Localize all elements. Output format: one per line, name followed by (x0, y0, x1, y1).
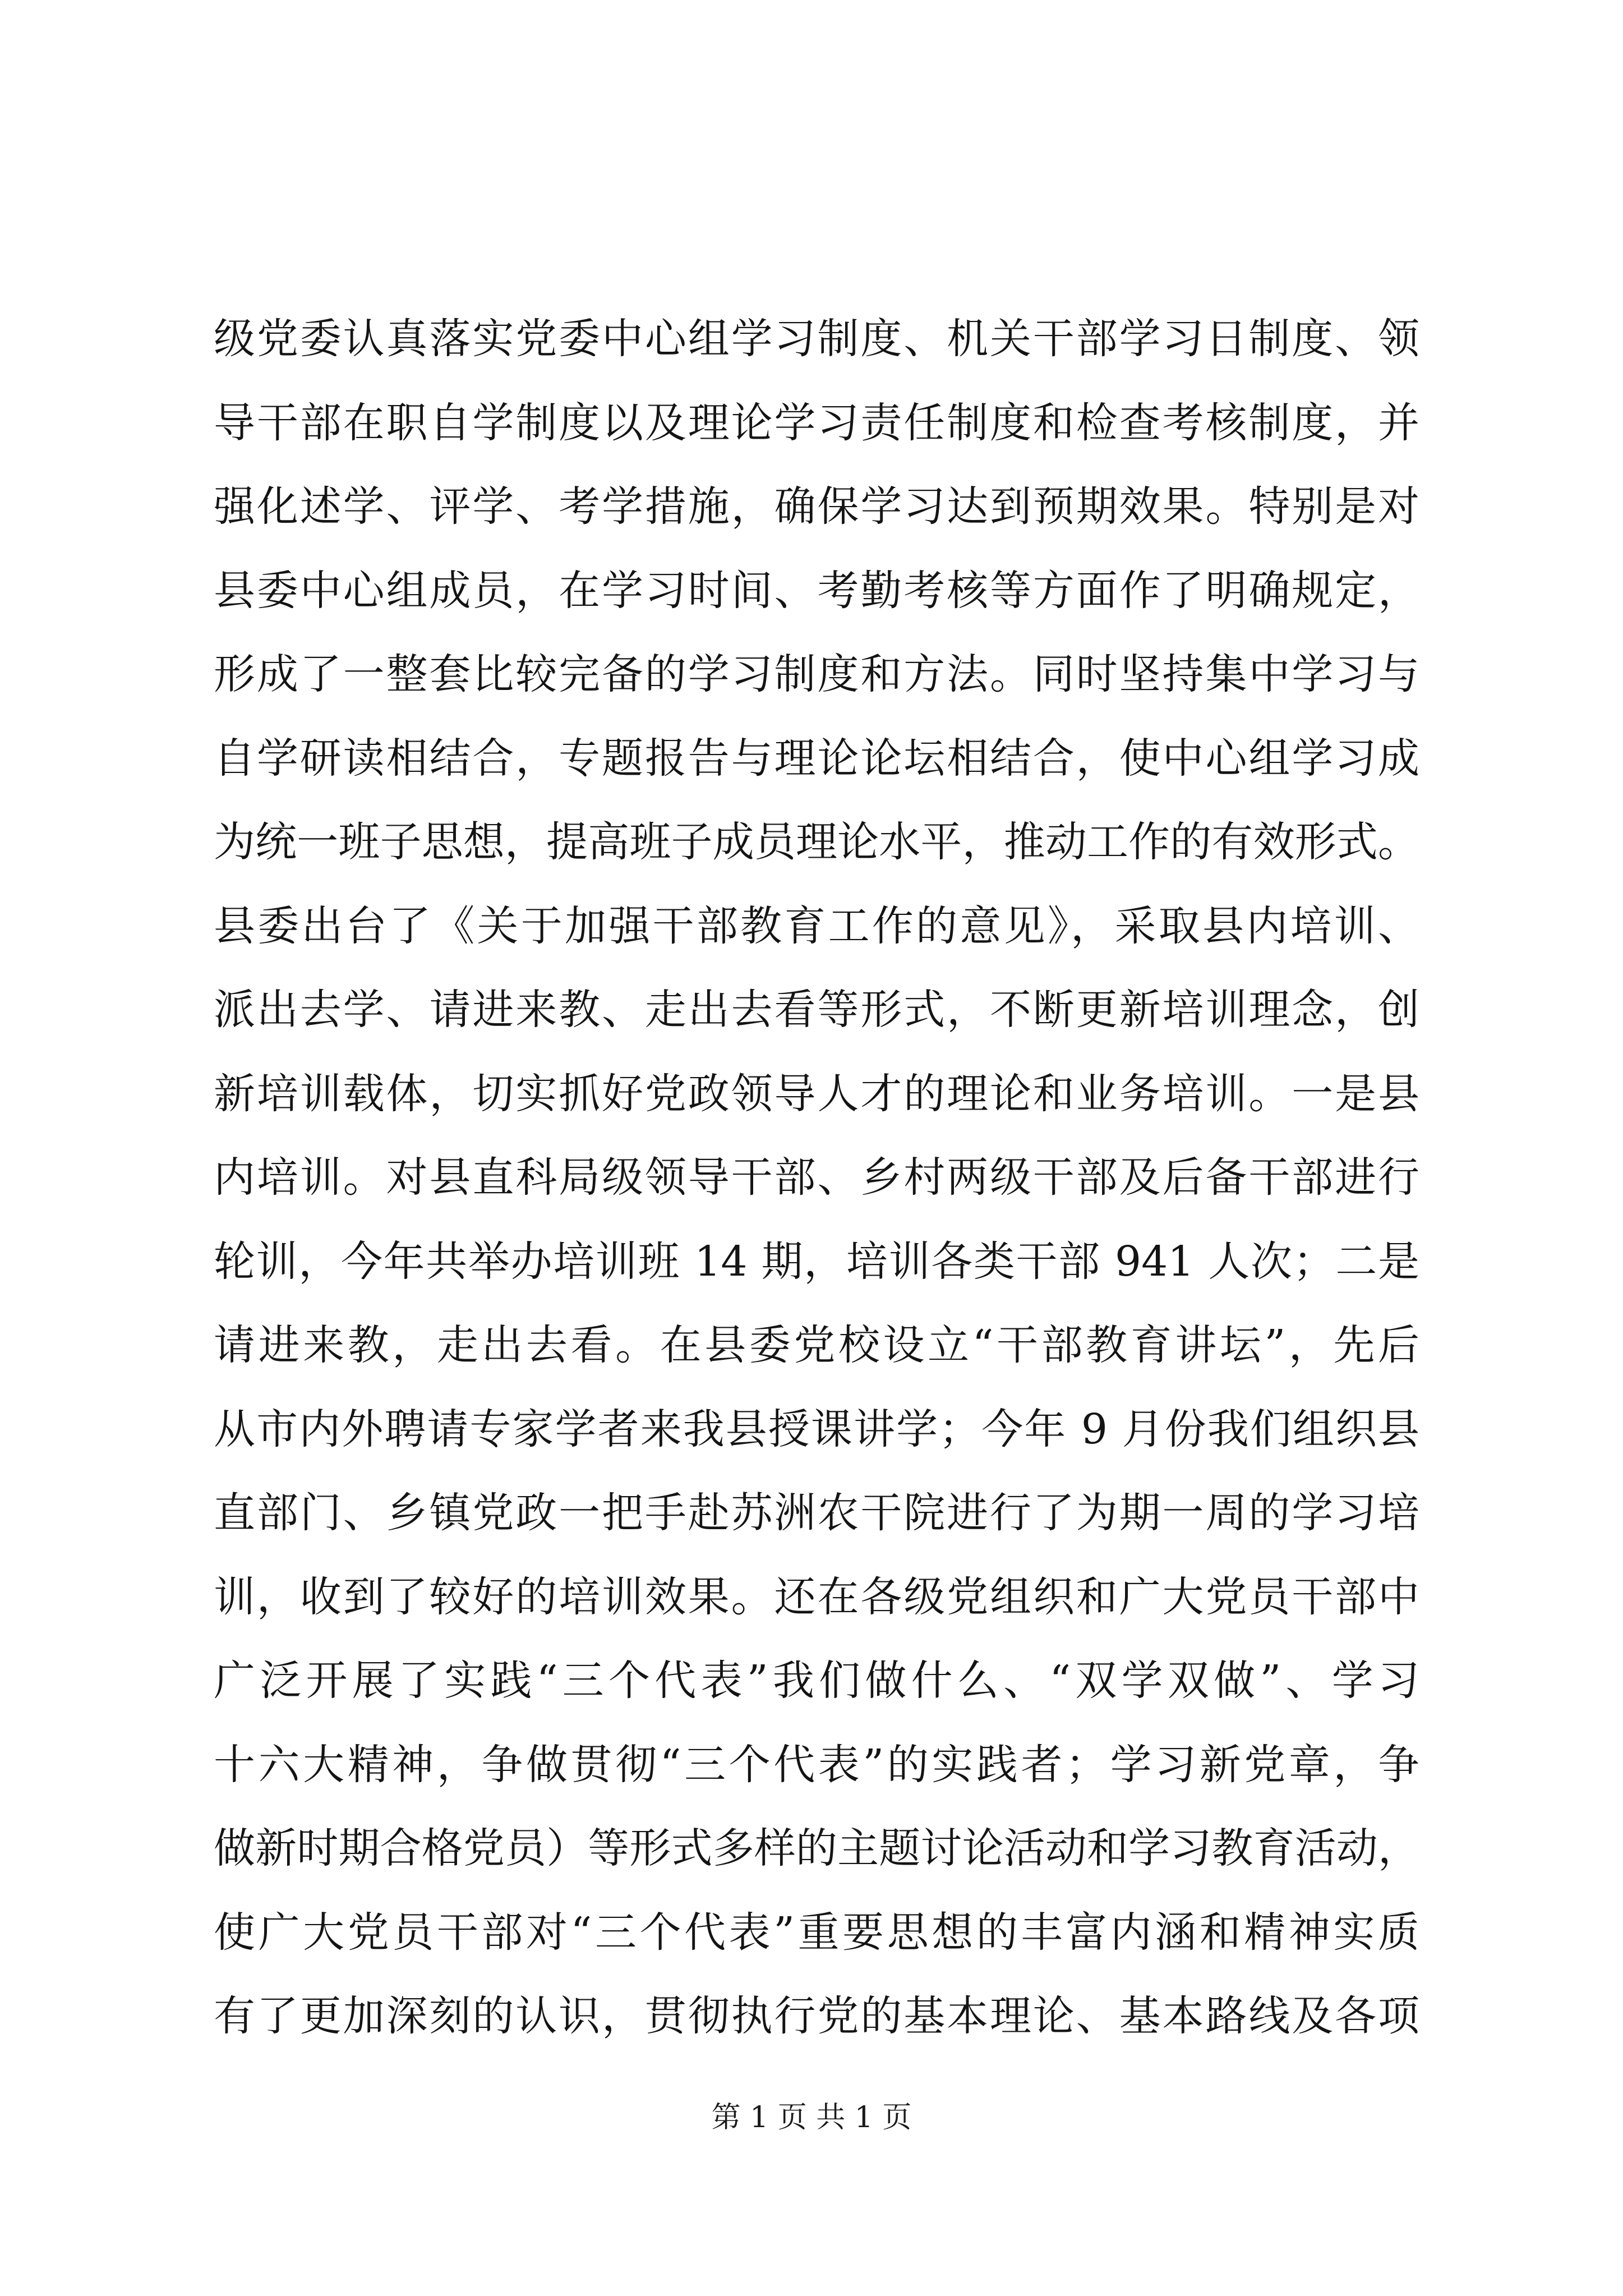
text-line: 县委出台了《关于加强干部教育工作的意见》，采取县内培训、 (214, 901, 1419, 950)
text-line: 有了更加深刻的认识，贯彻执行党的基本理论、基本路线及各项 (214, 1992, 1419, 2040)
text-line: 县委中心组成员，在学习时间、考勤考核等方面作了明确规定， (214, 566, 1419, 615)
text-line: 做新时期合格党员）等形式多样的主题讨论活动和学习教育活动， (214, 1824, 1419, 1872)
text-line: 为统一班子思想，提高班子成员理论水平，推动工作的有效形式。 (214, 818, 1419, 866)
body-text (214, 297, 1419, 2059)
text-line: 请进来教，走出去看。在县委党校设立“干部教育讲坛”，先后 (214, 1321, 1419, 1369)
text-line: 形成了一整套比较完备的学习制度和方法。同时坚持集中学习与 (214, 650, 1419, 698)
text-line: 使广大党员干部对“三个代表”重要思想的丰富内涵和精神实质 (214, 1908, 1419, 1957)
text-line: 从市内外聘请专家学者来我县授课讲学；今年 9 月份我们组织县 (214, 1405, 1419, 1453)
text-line: 导干部在职自学制度以及理论学习责任制度和检查考核制度，并 (214, 398, 1419, 447)
page-footer: 第 1 页 共 1 页 (711, 2101, 912, 2134)
text-line: 轮训，今年共举办培训班 14 期，培训各类干部 941 人次；二是 (214, 1237, 1419, 1286)
text-line: 强化述学、评学、考学措施，确保学习达到预期效果。特别是对 (214, 482, 1419, 531)
text-line: 自学研读相结合，专题报告与理论论坛相结合，使中心组学习成 (214, 734, 1419, 783)
text-line: 十六大精神，争做贯彻“三个代表”的实践者；学习新党章，争 (214, 1740, 1419, 1789)
text-line: 直部门、乡镇党政一把手赴苏洲农干院进行了为期一周的学习培 (214, 1489, 1419, 1537)
text-line: 新培训载体，切实抓好党政领导人才的理论和业务培训。一是县 (214, 1069, 1419, 1118)
text-line: 派出去学、请进来教、走出去看等形式，不断更新培训理念，创 (214, 986, 1419, 1034)
text-line: 广泛开展了实践“三个代表”我们做什么、“双学双做”、学习 (214, 1657, 1419, 1705)
text-line: 级党委认真落实党委中心组学习制度、机关干部学习日制度、领 (214, 315, 1419, 363)
text-line: 内培训。对县直科局级领导干部、乡村两级干部及后备干部进行 (214, 1153, 1419, 1202)
text-line: 训，收到了较好的培训效果。还在各级党组织和广大党员干部中 (214, 1572, 1419, 1621)
